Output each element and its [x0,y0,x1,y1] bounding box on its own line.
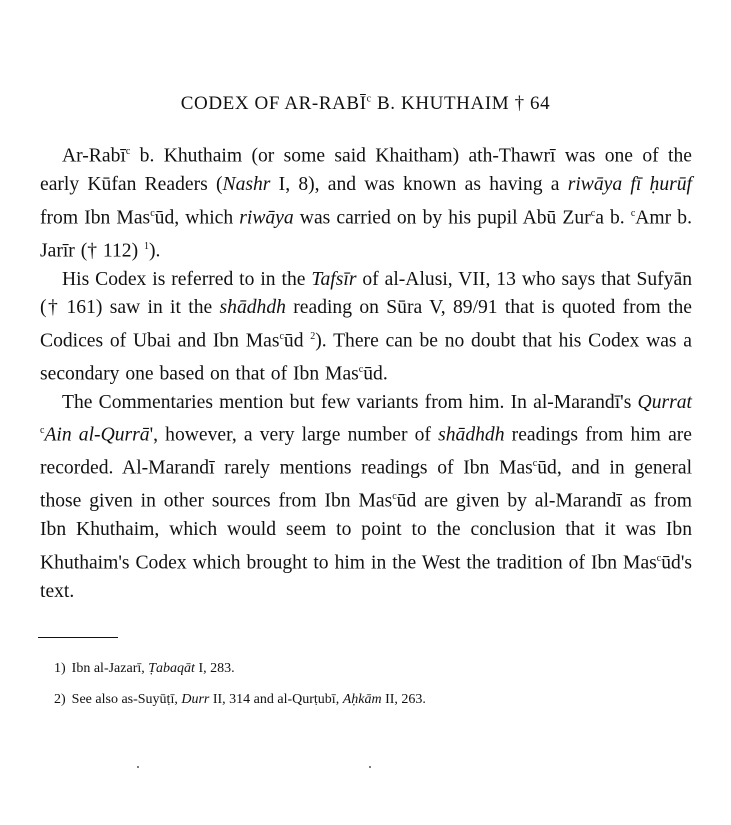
superscript: c [590,207,596,219]
italic-term: shādhdh [219,297,286,319]
superscript: c [40,425,45,437]
text-run: ). [149,240,161,262]
text-run: Ibn al-Jazarī, [71,661,149,676]
italic-term: riwāya [239,207,294,229]
paragraph [40,138,692,266]
text-run: reading on Sūra V, 89/91 that is quoted from the Codices of Ubai and Ibn Mas [40,297,692,352]
italic-term: Ain al-Qurrā [44,424,150,446]
italic-term: Durr [181,692,210,707]
text-run: from Ibn Mas [40,207,151,229]
text-run: ūd are given by al-Marandī as from Ibn Khuthaim, which would seem to point to the conclusion that it was Ibn Khuthaim's Codex which brought to him in the West the tradition of Ibn Mas [40,490,692,574]
text-run: The Commentaries mention but few variants from him. In al-Marandī's [62,391,638,413]
italic-term: Ṭabaqāt [148,661,195,676]
text-run: ūd, and in general those given in other sources from Ibn Mas [40,457,693,512]
text-run: II, 263. [381,692,426,707]
text-run: ). There can be no doubt that his Codex was a secondary one based on that of Ibn Mas [40,330,693,385]
text-run: ūd's text. [40,552,692,602]
text-run: ', however, a very large number of [149,424,439,446]
footnote-text [72,661,235,676]
body-text [40,138,692,606]
superscript: c [358,363,364,375]
superscript: 1 [144,240,150,252]
superscript: c [532,458,538,470]
superscript: c [630,207,636,219]
footnote-mark: 1) [54,661,66,676]
text-run: a b. [595,207,631,229]
text-run: b. Khuthaim (or some said Khaitham) ath-Thawrī was one of the early Kūfan Readers ( [40,145,692,196]
scan-speck [137,766,139,768]
superscript: c [125,146,131,157]
page-number: † 64 [514,93,551,114]
text-run: readings from him are recorded. Al-Marandī rarely mentions readings of Ibn Mas [40,424,692,479]
text-run: Amr b. Jarīr († 112) [40,207,692,262]
text-run: See also as-Suyūṭī, [71,692,182,707]
italic-term: shādhdh [438,424,505,446]
text-run: of al-Alusi, VII, 13 who says that Sufyān († 161) saw in it the [40,268,693,319]
italic-term: Aḥkām [342,692,382,707]
text-run: ūd [283,330,311,352]
footnote-mark: 2) [54,692,66,707]
title-rest: B. KHUTHAIM [371,93,515,114]
paragraph [40,389,692,607]
paragraph [40,266,692,389]
page-header [0,93,731,115]
italic-term: Nashr [222,174,271,196]
title-main: CODEX OF AR-RABĪ [180,93,367,114]
text-run: I, 283. [194,661,235,676]
footnotes [40,660,680,722]
italic-term: riwāya fī ḥurūf [567,174,693,196]
superscript: c [279,330,284,342]
footnote-text [72,692,426,707]
text-run: ūd. [363,363,388,385]
title-superscript: c [366,93,372,105]
text-run: His Codex is referred to in the [62,268,312,290]
footnote [54,660,680,677]
footnote-divider [38,637,118,638]
footnote [54,691,680,708]
superscript: 2 [310,330,316,342]
superscript: c [656,552,662,564]
text-run: I, 8), and was known as having a [270,174,568,196]
italic-term: Tafsīr [311,268,357,290]
italic-term: Qurrat [637,391,692,413]
text-run: II, 314 and al-Qurṭubī, [209,692,343,707]
page-title [181,93,515,114]
text-run: Ar-Rabī [62,145,126,167]
text-run: was carried on by his pupil Abū Zur [293,207,591,229]
superscript: c [392,491,397,503]
text-run: ūd, which [154,207,240,229]
superscript: c [150,207,155,219]
scan-speck [369,766,371,768]
